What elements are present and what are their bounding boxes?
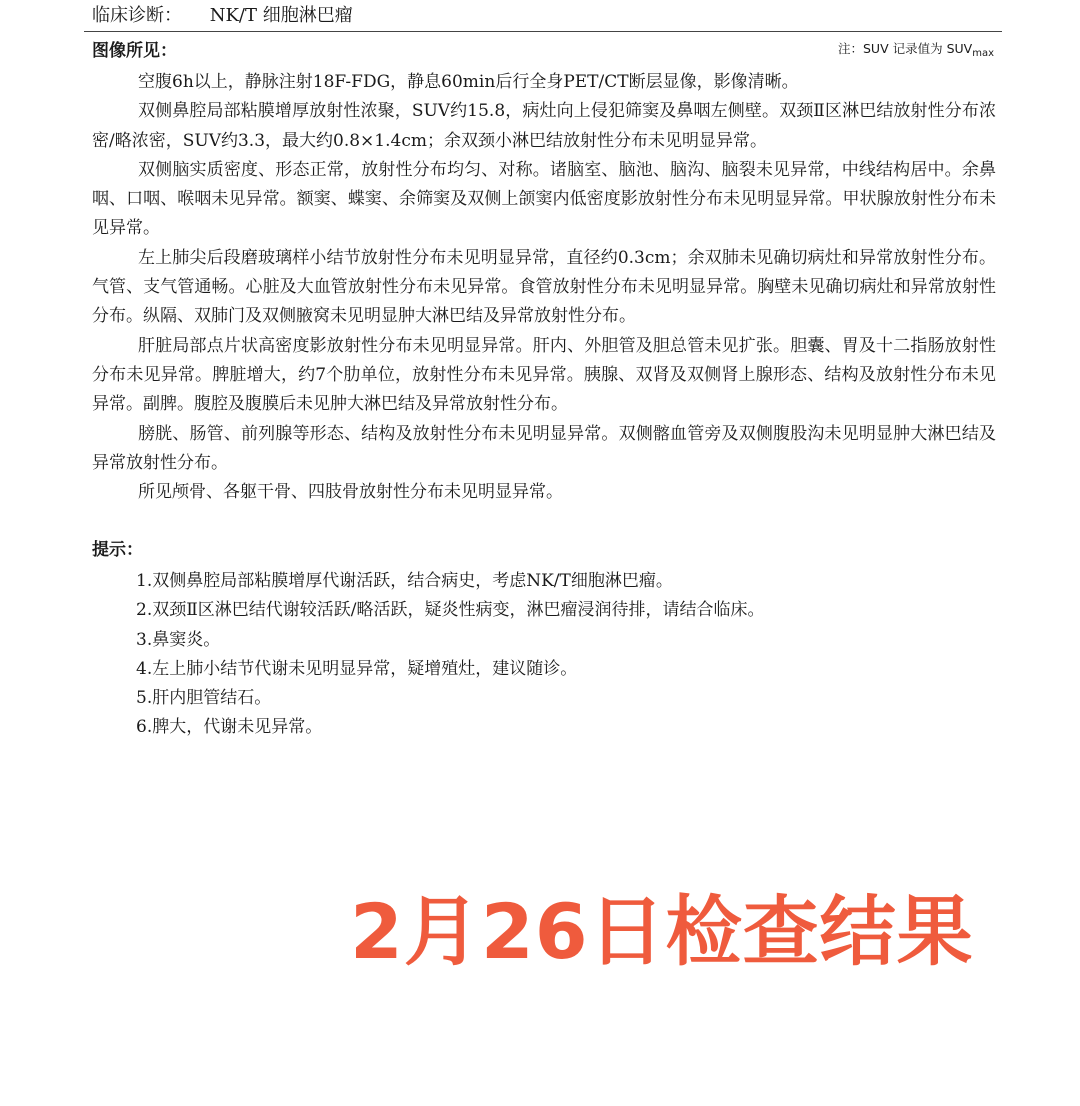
- exam-date-overlay: 2月26日检查结果: [350, 887, 974, 976]
- clinical-diagnosis-value: NK/T 细胞淋巴瘤: [209, 5, 353, 26]
- conclusion-item: 3.鼻窦炎。: [136, 629, 221, 650]
- conclusions-list: [136, 567, 765, 743]
- suv-note-subscript: max: [972, 48, 994, 59]
- clinical-diagnosis-label: 临床诊断：: [92, 5, 182, 26]
- suv-note: [838, 40, 994, 63]
- conclusion-item: 4.左上肺小结节代谢未见明显异常，疑增殖灶，建议随诊。: [136, 658, 578, 679]
- findings-paragraph: 肝脏局部点片状高密度影放射性分布未见明显异常。肝内、外胆管及胆总管未见扩张。胆囊、胃及十二指肠放射性分布未见异常。脾脏增大，约7个肋单位，放射性分布未见异常。胰腺、双肾及双侧肾上腺形态、结构及放射性分布未见异常。副脾。腹腔及腹膜后未见肿大淋巴结及异常放射性分布。: [92, 335, 996, 415]
- header-divider: [84, 31, 1002, 32]
- clinical-diagnosis: [92, 4, 353, 28]
- conclusion-item: 5.肝内胆管结石。: [136, 688, 272, 709]
- findings-body: [92, 68, 996, 507]
- findings-paragraph: 双侧鼻腔局部粘膜增厚放射性浓聚，SUV约15.8，病灶向上侵犯筛窦及鼻咽左侧壁。双颈Ⅱ区淋巴结放射性分布浓密/略浓密，SUV约3.3，最大约0.8×1.4cm；余双颈小淋巴结放射性分布未见明显异常。: [92, 101, 996, 151]
- conclusion-item: 2.双颈Ⅱ区淋巴结代谢较活跃/略活跃，疑炎性病变，淋巴瘤浸润待排，请结合临床。: [136, 600, 765, 621]
- conclusion-item: 6.脾大，代谢未见异常。: [136, 717, 323, 738]
- findings-paragraph: 膀胱、肠管、前列腺等形态、结构及放射性分布未见明显异常。双侧髂血管旁及双侧腹股沟未见明显肿大淋巴结及异常放射性分布。: [92, 423, 996, 473]
- conclusion-item: 1.双侧鼻腔局部粘膜增厚代谢活跃，结合病史，考虑NK/T细胞淋巴瘤。: [136, 571, 673, 591]
- conclusions-title: 提示：: [92, 540, 143, 560]
- findings-paragraph: 所见颅骨、各躯干骨、四肢骨放射性分布未见明显异常。: [138, 482, 563, 503]
- findings-title: 图像所见：: [92, 41, 177, 61]
- suv-note-text: 注：SUV 记录值为 SUV: [837, 41, 973, 56]
- findings-paragraph: 双侧脑实质密度、形态正常，放射性分布均匀、对称。诸脑室、脑池、脑沟、脑裂未见异常，中线结构居中。余鼻咽、口咽、喉咽未见异常。额窦、蝶窦、余筛窦及双侧上颌窦内低密度影放射性分布未见明显异常。甲状腺放射性分布未见异常。: [92, 159, 996, 239]
- findings-paragraph: 左上肺尖后段磨玻璃样小结节放射性分布未见明显异常，直径约0.3cm；余双肺未见确切病灶和异常放射性分布。气管、支气管通畅。心脏及大血管放射性分布未见异常。食管放射性分布未见明显异常。胸壁未见确切病灶和异常放射性分布。纵隔、双肺门及双侧腋窝未见明显肿大淋巴结及异常放射性分布。: [92, 247, 996, 327]
- findings-paragraph: 空腹6h以上，静脉注射18F-FDG，静息60min后行全身PET/CT断层显像，影像清晰。: [138, 72, 799, 92]
